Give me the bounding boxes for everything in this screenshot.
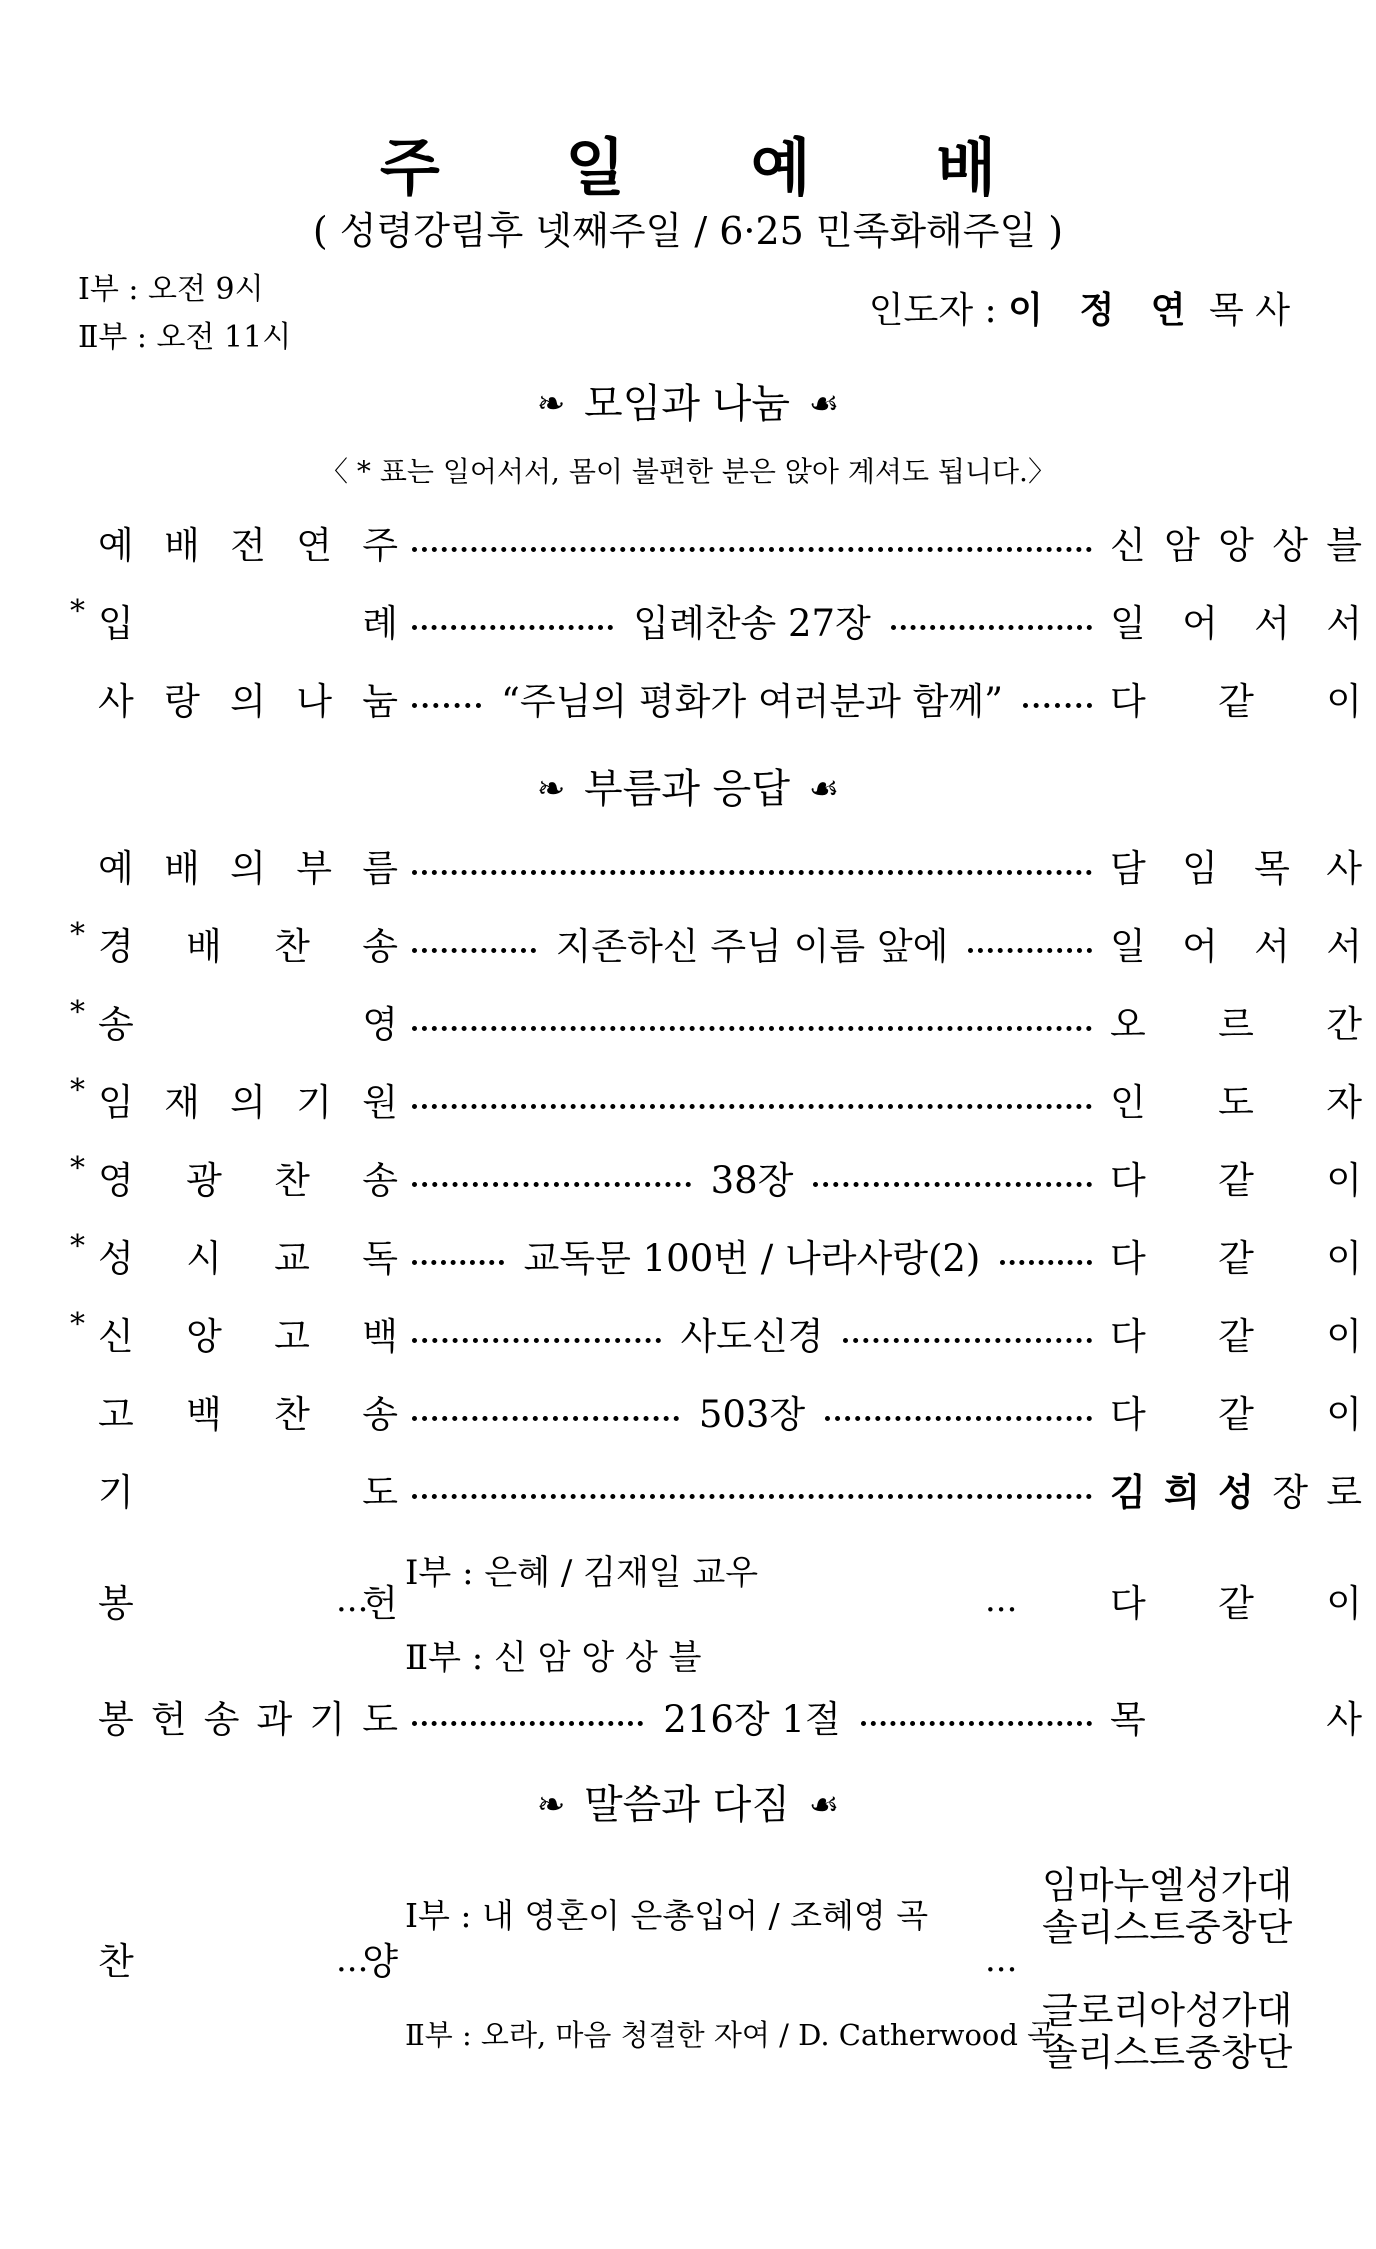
worship-item-row	[70, 1303, 1362, 1363]
leader-char: 어	[1182, 602, 1218, 645]
standing-mark: *	[70, 1151, 85, 1186]
name-char: 의	[230, 680, 266, 723]
section-heading-call	[0, 757, 1376, 814]
page-title: 주 일 예 배	[379, 131, 1049, 204]
leader-char: 로	[1326, 1471, 1362, 1514]
choir-1-line-1: 임마누엘성가대	[1042, 1864, 1293, 1907]
dot-leader	[843, 1338, 1092, 1343]
leader-dots	[412, 1306, 1092, 1360]
leader-char: 블	[1326, 524, 1362, 567]
dot-leader	[968, 948, 1092, 953]
leader-title: 목 사	[1209, 290, 1290, 331]
name-char: 영	[98, 1159, 134, 1202]
leader-char: 르	[1218, 1003, 1254, 1046]
leader-char: 간	[1326, 1003, 1362, 1046]
leader-char: 장	[1272, 1471, 1308, 1514]
worship-item-leader	[1110, 838, 1362, 892]
dot-leader	[412, 1721, 643, 1726]
leader-char: 상	[1272, 524, 1308, 567]
leader-char: 담	[1110, 847, 1146, 890]
name-char: 부	[296, 847, 332, 890]
name-char: 송	[362, 1393, 398, 1436]
leader-char: 어	[1182, 925, 1218, 968]
name-char: 찬	[274, 925, 310, 968]
worship-item-row	[70, 512, 1362, 572]
dot-leader	[891, 625, 1092, 630]
leader-char: 다	[1110, 1582, 1146, 1625]
worship-item-detail: 입례찬송 27장	[633, 602, 871, 645]
worship-item-detail: 38장	[710, 1159, 794, 1202]
name-char: 고	[98, 1393, 134, 1436]
name-char: 송	[362, 925, 398, 968]
worship-item-name	[98, 1072, 398, 1126]
leader-dots	[412, 1384, 1092, 1438]
dot-leader	[825, 1416, 1092, 1421]
leader-char: 다	[1110, 680, 1146, 723]
leader-char: 이	[1326, 1393, 1362, 1436]
worship-item-row	[70, 1686, 1362, 1746]
name-char: 고	[274, 1315, 310, 1358]
leader-char: 목	[1254, 847, 1290, 890]
name-char: 전	[230, 524, 266, 567]
name-char: 찬	[274, 1393, 310, 1436]
leader-dots	[412, 916, 1092, 970]
name-char: 임	[98, 1081, 134, 1124]
worship-item-leader	[1110, 916, 1362, 970]
leader-char: 이	[1326, 1582, 1362, 1625]
worship-item-name	[98, 994, 398, 1048]
leader-char: 서	[1254, 602, 1290, 645]
section-heading-gathering	[0, 372, 1376, 429]
ornament-right-icon: ☙	[808, 1785, 840, 1825]
worship-item-name	[98, 1150, 398, 1204]
worship-item-row	[70, 1225, 1362, 1285]
worship-item-leader	[1110, 1228, 1362, 1282]
offering-part2: Ⅱ부 : 신 암 앙 상 블	[405, 1638, 702, 1678]
worship-item-name	[98, 1306, 398, 1360]
name-char: 봉	[98, 1698, 134, 1741]
anthem-part1: Ⅰ부 : 내 영혼이 은총입어 / 조혜영 곡	[405, 1896, 929, 1935]
name-char: 사	[98, 680, 134, 723]
worship-item-leader	[1110, 1306, 1362, 1360]
leader-dots	[412, 1689, 1092, 1743]
worship-item-row	[70, 1147, 1362, 1207]
dot-leader	[412, 870, 1092, 875]
offering-dots-left: ···	[336, 1590, 369, 1630]
dot-leader	[412, 1104, 1092, 1109]
name-char: 헌	[150, 1698, 187, 1741]
worship-item-name	[98, 838, 398, 892]
name-char: 헌	[362, 1582, 398, 1625]
leader-char: 이	[1326, 680, 1362, 723]
page-subtitle: ( 성령강림후 넷째주일 / 6·25 민족화해주일 )	[312, 209, 1064, 253]
leader-char: 이	[1326, 1237, 1362, 1280]
name-char: 기	[98, 1471, 134, 1514]
leader-dots	[412, 1480, 1092, 1499]
worship-item-row	[70, 1069, 1362, 1129]
dot-leader	[813, 1182, 1092, 1187]
name-char: 시	[186, 1237, 222, 1280]
name-char: 입	[98, 602, 134, 645]
worship-item-row	[70, 1459, 1362, 1519]
leader-char: 서	[1326, 925, 1362, 968]
name-char: 찬	[98, 1940, 134, 1983]
standing-mark: *	[70, 917, 85, 952]
worship-leader	[869, 282, 1290, 333]
name-char: 경	[98, 925, 134, 968]
section-title: 말씀과 다짐	[584, 1782, 790, 1828]
ornament-left-icon: ❧	[536, 769, 566, 809]
leader-char: 김	[1110, 1471, 1146, 1514]
name-char: 나	[296, 680, 332, 723]
leader-dots	[412, 1228, 1092, 1282]
name-char: 백	[186, 1393, 222, 1436]
name-char: 예	[98, 524, 134, 567]
leader-char: 오	[1110, 1003, 1146, 1046]
dot-leader	[1023, 703, 1092, 708]
worship-item-name	[98, 1228, 398, 1282]
standing-mark: *	[70, 594, 85, 629]
worship-item-leader	[1110, 1384, 1362, 1438]
leader-dots	[412, 533, 1092, 552]
service-time-2: Ⅱ부 : 오전 11시	[78, 320, 292, 355]
service-time-1: Ⅰ부 : 오전 9시	[78, 272, 264, 307]
leader-char: 희	[1164, 1471, 1200, 1514]
dot-leader	[412, 1494, 1092, 1499]
name-char: 송	[362, 1159, 398, 1202]
worship-item-detail: 503장	[698, 1393, 806, 1436]
anthem-choir-2	[1042, 1990, 1292, 2074]
name-char: 원	[362, 1081, 398, 1124]
name-char: 배	[186, 925, 222, 968]
name-char: 름	[362, 847, 398, 890]
leader-char: 목	[1110, 1698, 1146, 1741]
section-heading-word	[0, 1773, 1376, 1830]
name-char: 연	[296, 524, 332, 567]
offering-dots-right: ···	[985, 1590, 1018, 1630]
name-char: 찬	[274, 1159, 310, 1202]
worship-item-name	[98, 1462, 398, 1516]
name-char: 신	[98, 1315, 134, 1358]
leader-char: 암	[1164, 524, 1200, 567]
name-char: 배	[164, 524, 200, 567]
dot-leader	[412, 1260, 504, 1265]
name-char: 봉	[98, 1582, 134, 1625]
name-char: 랑	[164, 680, 200, 723]
dot-leader	[412, 1416, 679, 1421]
name-char: 과	[256, 1698, 293, 1741]
name-char: 교	[274, 1237, 310, 1280]
standing-note: 〈 * 표는 일어서서, 몸이 불편한 분은 앉아 계셔도 됩니다.〉	[320, 455, 1056, 488]
anthem-dots-right: ···	[985, 1950, 1018, 1990]
dot-leader	[412, 547, 1092, 552]
leader-char: 사	[1326, 1698, 1362, 1741]
anthem-choir-1	[1042, 1865, 1292, 1949]
worship-item-row	[70, 835, 1362, 895]
worship-item-leader	[1110, 515, 1362, 569]
offering-part1: Ⅰ부 : 은혜 / 김재일 교우	[405, 1553, 759, 1593]
name-char: 의	[230, 1081, 266, 1124]
ornament-right-icon: ☙	[808, 769, 840, 809]
leader-char: 일	[1110, 925, 1146, 968]
name-char: 영	[362, 1003, 398, 1046]
leader-dots	[412, 1012, 1092, 1031]
dot-leader	[1000, 1260, 1092, 1265]
ornament-left-icon: ❧	[536, 1785, 566, 1825]
dot-leader	[412, 1026, 1092, 1031]
leader-char: 같	[1218, 1315, 1254, 1358]
dot-leader	[412, 948, 536, 953]
leader-char: 자	[1326, 1081, 1362, 1124]
worship-item-name	[98, 593, 398, 647]
name-char: 성	[98, 1237, 134, 1280]
name-char: 양	[362, 1940, 398, 1983]
name-char: 재	[164, 1081, 200, 1124]
worship-item-name	[98, 1384, 398, 1438]
name-char: 앙	[186, 1315, 222, 1358]
dot-leader	[412, 1338, 661, 1343]
leader-char: 같	[1218, 1393, 1254, 1436]
name-char: 기	[296, 1081, 332, 1124]
choir-2-line-2: 솔리스트중창단	[1042, 2031, 1293, 2074]
worship-item-leader	[1110, 1689, 1362, 1743]
leader-dots	[412, 1090, 1092, 1109]
leader-char: 임	[1182, 847, 1218, 890]
leader-char: 앙	[1218, 524, 1254, 567]
leader-char: 이	[1326, 1315, 1362, 1358]
name-char: 독	[362, 1237, 398, 1280]
worship-item-row	[70, 668, 1362, 728]
name-char: 례	[362, 602, 398, 645]
worship-item-leader	[1110, 1072, 1362, 1126]
name-char: 송	[203, 1698, 240, 1741]
name-char: 기	[309, 1698, 346, 1741]
worship-item-detail: 사도신경	[680, 1315, 824, 1358]
leader-char: 같	[1218, 680, 1254, 723]
ornament-left-icon: ❧	[536, 384, 566, 424]
worship-item-leader	[1110, 593, 1362, 647]
anthem-part2: Ⅱ부 : 오라, 마음 청결한 자여 / D. Catherwood 곡	[405, 2018, 1056, 2052]
leader-char: 서	[1326, 602, 1362, 645]
name-char: 눔	[362, 680, 398, 723]
standing-mark: *	[70, 1307, 85, 1342]
worship-item-name	[98, 671, 398, 725]
dot-leader	[412, 1182, 691, 1187]
leader-char: 다	[1110, 1393, 1146, 1436]
choir-1-line-2: 솔리스트중창단	[1042, 1906, 1293, 1949]
leader-char: 도	[1218, 1081, 1254, 1124]
worship-item-name	[98, 1689, 398, 1743]
leader-char: 사	[1326, 847, 1362, 890]
leader-char: 인	[1110, 1081, 1146, 1124]
leader-label: 인도자 :	[868, 290, 997, 331]
dot-leader	[412, 703, 481, 708]
worship-item-leader	[1110, 1462, 1362, 1516]
worship-item-leader	[1110, 1573, 1362, 1627]
leader-char: 다	[1110, 1237, 1146, 1280]
leader-name: 이 정 연	[1008, 290, 1198, 331]
anthem-dots-left: ···	[336, 1950, 369, 1990]
worship-item-row	[70, 590, 1362, 650]
name-char: 도	[362, 1471, 398, 1514]
dot-leader	[412, 625, 613, 630]
leader-char: 다	[1110, 1159, 1146, 1202]
standing-mark: *	[70, 1229, 85, 1264]
leader-char: 신	[1110, 524, 1146, 567]
dot-leader	[861, 1721, 1092, 1726]
leader-dots	[412, 671, 1092, 725]
worship-item-leader	[1110, 1150, 1362, 1204]
leader-char: 같	[1218, 1582, 1254, 1625]
name-char: 의	[230, 847, 266, 890]
worship-item-row	[70, 991, 1362, 1051]
leader-dots	[412, 593, 1092, 647]
name-char: 백	[362, 1315, 398, 1358]
name-char: 광	[186, 1159, 222, 1202]
leader-char: 같	[1218, 1159, 1254, 1202]
worship-item-row	[70, 913, 1362, 973]
standing-mark: *	[70, 1073, 85, 1108]
worship-item-leader	[1110, 994, 1362, 1048]
name-char: 주	[362, 524, 398, 567]
worship-item-detail: 지존하신 주님 이름 앞에	[555, 925, 949, 968]
leader-dots	[412, 1150, 1092, 1204]
section-title: 부름과 응답	[584, 766, 790, 812]
worship-item-name	[98, 515, 398, 569]
ornament-right-icon: ☙	[808, 384, 840, 424]
leader-char: 다	[1110, 1315, 1146, 1358]
worship-item-leader	[1110, 671, 1362, 725]
worship-item-row	[70, 1381, 1362, 1441]
name-char: 배	[164, 847, 200, 890]
worship-item-detail: “주님의 평화가 여러분과 함께”	[500, 680, 1004, 723]
leader-char: 일	[1110, 602, 1146, 645]
leader-char: 서	[1254, 925, 1290, 968]
name-char: 송	[98, 1003, 134, 1046]
standing-mark: *	[70, 995, 85, 1030]
worship-item-detail: 교독문 100번 / 나라사랑(2)	[523, 1237, 981, 1280]
section-title: 모임과 나눔	[584, 381, 790, 427]
choir-2-line-1: 글로리아성가대	[1042, 1989, 1293, 2032]
name-char: 예	[98, 847, 134, 890]
leader-char: 성	[1218, 1471, 1254, 1514]
worship-item-detail: 216장 1절	[663, 1698, 841, 1741]
worship-item-name	[98, 916, 398, 970]
leader-char: 같	[1218, 1237, 1254, 1280]
leader-dots	[412, 856, 1092, 875]
name-char: 도	[362, 1698, 398, 1741]
leader-char: 이	[1326, 1159, 1362, 1202]
